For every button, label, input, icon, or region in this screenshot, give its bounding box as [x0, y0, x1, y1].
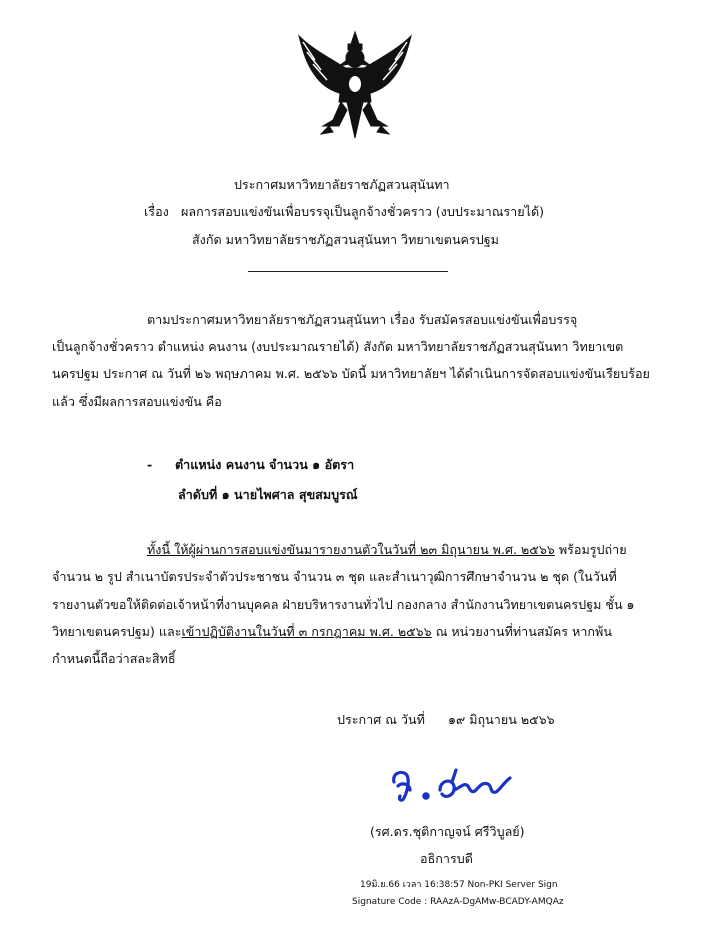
- start-work-date-underlined: เข้าปฏิบัติงานในวันที่ ๓ กรกฎาคม พ.ศ. ๒๕๖๖: [181, 624, 432, 639]
- announced-date: ๑๙ มิถุนายน ๒๕๖๖: [448, 712, 555, 727]
- signed-stamp: 19มิ.ย.66 เวลา 16:38:57 Non-PKI Server Sign: [360, 880, 558, 890]
- subject-label: เรื่อง: [144, 204, 169, 219]
- subject-text: ผลการสอบแข่งขันเพื่อบรรจุเป็นลูกจ้างชั่วคราว (งบประมาณรายได้): [181, 204, 545, 219]
- rank-line: ลำดับที่ ๑ นายไพศาล สุขสมบูรณ์: [178, 487, 358, 502]
- report-date-underlined: ทั้งนี้ ให้ผู้ผ่านการสอบแข่งขันมารายงานตัวในวันที่ ๒๓ มิถุนายน พ.ศ. ๒๕๖๖: [147, 542, 555, 557]
- intro-line: เป็นลูกจ้างชั่วคราว ตำแหน่ง คนงาน (งบประมาณรายได้) สังกัด มหาวิทยาลัยราชภัฏสวนสุนันทา วิทยาเขต: [52, 339, 624, 354]
- report-line: [52, 623, 612, 641]
- header-divider: [248, 271, 448, 272]
- announcement-title: ประกาศมหาวิทยาลัยราชภัฏสวนสุนันทา: [234, 177, 450, 192]
- report-line: [147, 541, 627, 559]
- report-line-start: วิทยาเขตนครปฐม) และ: [52, 624, 182, 639]
- report-line-end: ณ หน่วยงานที่ท่านสมัคร หากพ้น: [431, 624, 612, 639]
- garuda-emblem-icon: [293, 30, 417, 142]
- signer-name: (รศ.ดร.ชุติกาญจน์ ศรีวิบูลย์): [370, 824, 525, 839]
- list-bullet: -: [147, 457, 153, 472]
- position-line: ตำแหน่ง คนงาน จำนวน ๑ อัตรา: [175, 457, 355, 472]
- signature: [380, 760, 520, 810]
- intro-line: นครปฐม ประกาศ ณ วันที่ ๒๖ พฤษภาคม พ.ศ. ๒๕๖๖ บัดนี้ มหาวิทยาลัยฯ ได้ดำเนินการจัดสอบแข่งขันเรียบร้อย: [52, 366, 650, 381]
- report-line-rest: พร้อมรูปถ่าย: [554, 542, 627, 557]
- report-line: จำนวน ๒ รูป สำเนาบัตรประจำตัวประชาชน จำนวน ๓ ชุด และสำเนาวุฒิการศึกษาจำนวน ๒ ชุด (ในวันที่: [52, 569, 617, 584]
- intro-line: ตามประกาศมหาวิทยาลัยราชภัฏสวนสุนันทา เรื่อง รับสมัครสอบแข่งขันเพื่อบรรจุ: [147, 312, 578, 327]
- report-line: รายงานตัวขอให้ติดต่อเจ้าหน้าที่งานบุคคล ฝ่ายบริหารงานทั่วไป กองกลาง สำนักงานวิทยาเขตนครปฐม ชั้น ๑: [52, 597, 635, 612]
- report-line: กำหนดนี้ถือว่าสละสิทธิ์: [52, 651, 176, 666]
- intro-line: แล้ว ซึ่งมีผลการสอบแข่งขัน คือ: [52, 394, 222, 409]
- affiliation-line: สังกัด มหาวิทยาลัยราชภัฏสวนสุนันทา วิทยาเขตนครปฐม: [192, 232, 499, 247]
- announced-label: ประกาศ ณ วันที่: [337, 712, 425, 727]
- signer-title: อธิการบดี: [420, 851, 473, 866]
- signature-code: Signature Code : RAAzA-DgAMw-BCADY-AMQAz: [352, 897, 564, 907]
